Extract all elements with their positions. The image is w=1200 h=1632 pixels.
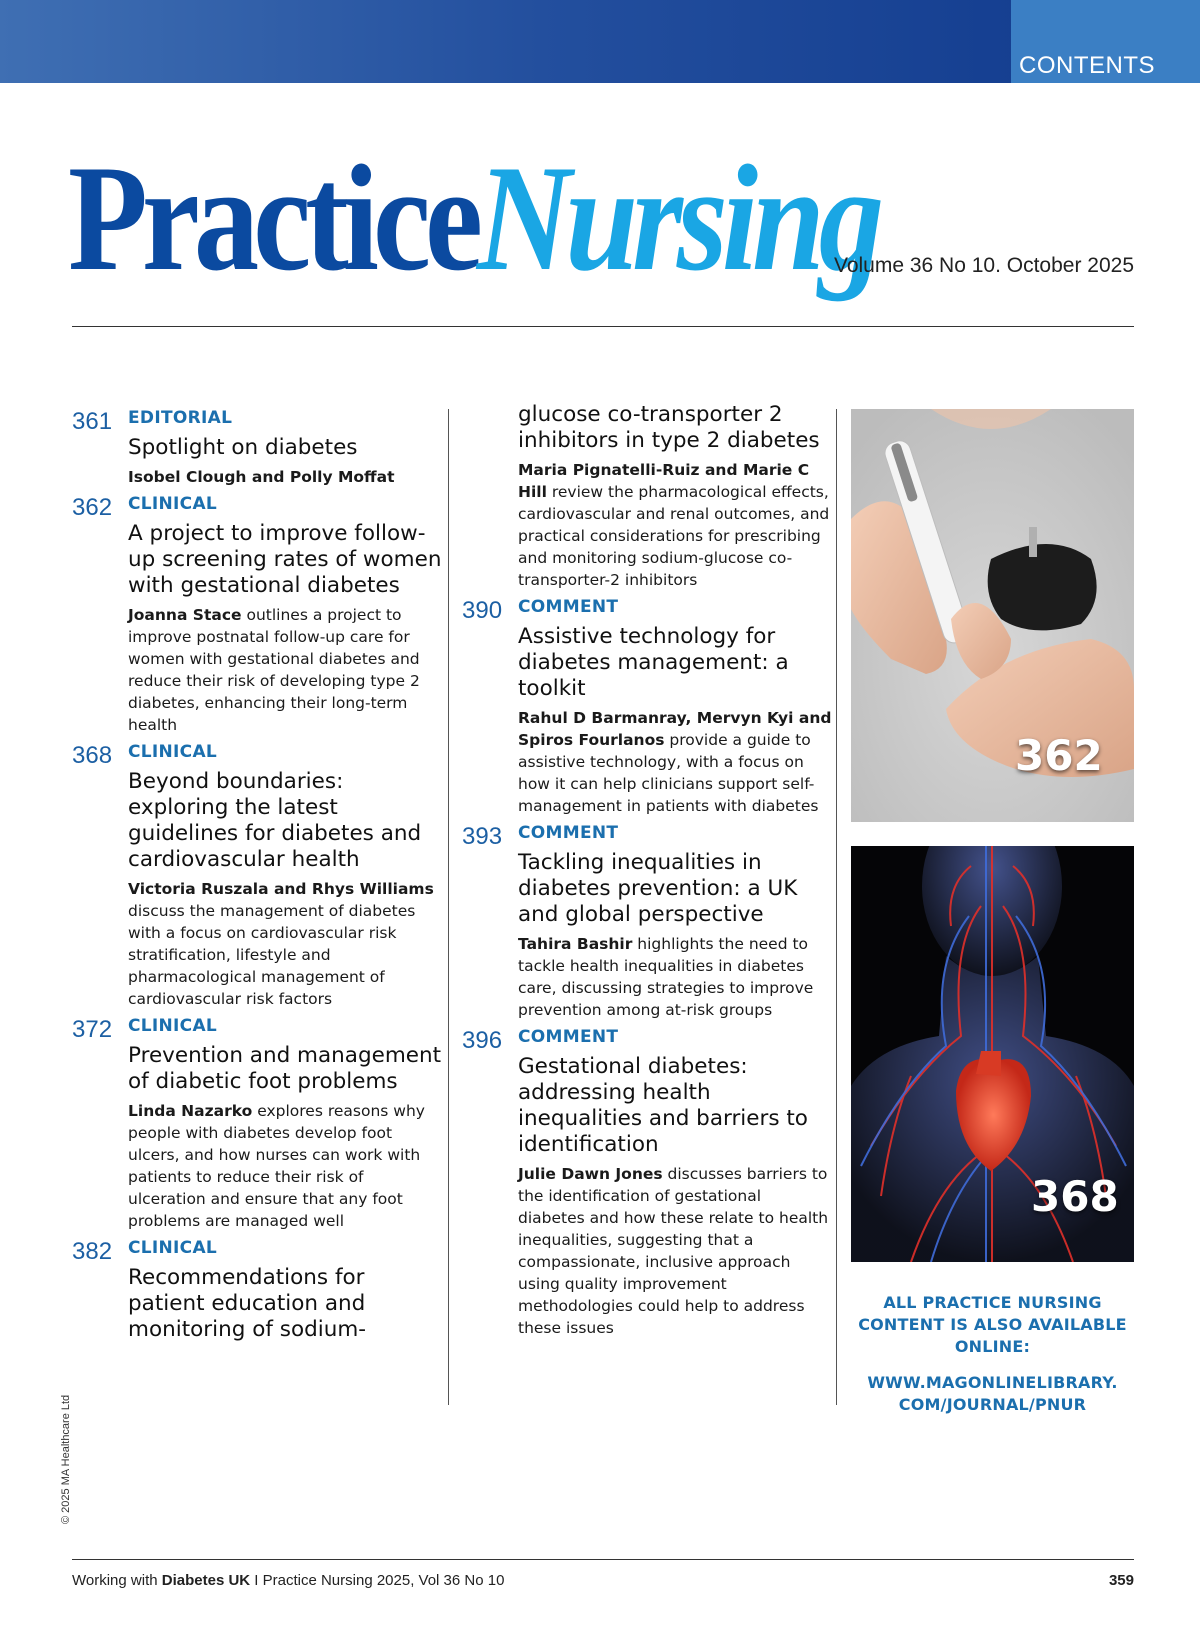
article-authors: Victoria Ruszala and Rhys Williams (128, 880, 434, 898)
column-divider (836, 409, 837, 1405)
image-page-number: 362 (1015, 731, 1103, 780)
online-url-link[interactable]: WWW.MAGONLINELIBRARY. COM/JOURNAL/PNUR (867, 1373, 1118, 1414)
online-text: ALL PRACTICE NURSING CONTENT IS ALSO AVAILABLE ONLINE: (858, 1293, 1127, 1356)
toc-entry-continued[interactable] (462, 402, 832, 591)
article-summary: explores reasons why people with diabetes develop foot ulcers, and how nurses can work with patients to reduce their risk of ulceration and ensure that any foot problems are managed well (128, 1102, 425, 1230)
article-title: Recommendations for patient education and monitoring of sodium- (128, 1265, 367, 1342)
masthead-logo (68, 134, 879, 318)
toc-entry[interactable] (462, 597, 832, 817)
article-description (128, 466, 442, 488)
article-title: Tackling inequalities in diabetes prevention: a UK and global perspective (518, 850, 798, 927)
section-label: COMMENT (518, 1027, 619, 1047)
section-label: CLINICAL (128, 1016, 218, 1036)
article-title: A project to improve follow-up screening rates of women with gestational diabetes (128, 521, 442, 598)
masthead-part-2: Nursing (476, 134, 879, 302)
article-description (128, 878, 442, 1010)
page-number: 368 (72, 742, 113, 769)
section-label: CLINICAL (128, 494, 218, 514)
article-description (128, 604, 442, 736)
article-description (518, 459, 832, 591)
article-authors: Linda Nazarko (128, 1102, 253, 1120)
article-description (518, 707, 832, 817)
page-number: 390 (462, 597, 503, 624)
article-title: Gestational diabetes: addressing health inequalities and barriers to identification (518, 1054, 808, 1157)
toc-entry[interactable] (72, 742, 442, 1010)
column-divider (448, 409, 449, 1405)
section-label: EDITORIAL (128, 408, 233, 428)
article-title: Assistive technology for diabetes management: a toolkit (518, 624, 789, 701)
section-tab: CONTENTS (1011, 0, 1200, 83)
section-label: CLINICAL (128, 1238, 218, 1258)
masthead-part-1: Practice (68, 134, 477, 302)
footer-rule (72, 1559, 1134, 1560)
toc-entry[interactable] (72, 494, 442, 736)
article-title: Beyond boundaries: exploring the latest guidelines for diabetes and cardiovascular health (128, 769, 422, 872)
article-description (518, 1163, 832, 1339)
page-number: 372 (72, 1016, 113, 1043)
article-title: glucose co-transporter 2 inhibitors in type 2 diabetes (518, 402, 820, 453)
footer-brand: Diabetes UK (161, 1572, 251, 1589)
footer-prefix: Working with (72, 1572, 162, 1589)
footer-page-number: 359 (1108, 1572, 1134, 1589)
article-authors: Joanna Stace (128, 606, 242, 624)
footer-publication-line (72, 1572, 504, 1589)
article-description (518, 933, 832, 1021)
article-authors: Tahira Bashir (518, 935, 633, 953)
article-authors: Julie Dawn Jones (518, 1165, 663, 1183)
footer-suffix: I Practice Nursing 2025, Vol 36 No 10 (250, 1572, 505, 1589)
toc-entry[interactable] (72, 408, 442, 488)
online-availability-note (851, 1292, 1134, 1416)
article-summary: outlines a project to improve postnatal follow-up care for women with gestational diabetes and reduce their risk of developing type 2 diabetes, enhancing their long-term health (128, 606, 420, 734)
issue-info: Volume 36 No 10. October 2025 (833, 254, 1134, 277)
page-number: 396 (462, 1027, 503, 1054)
article-summary: discusses barriers to the identification of gestational diabetes and how these relate to health inequalities, suggesting that a compassionate, inclusive approach using quality improvement methodologies could help to address these issues (518, 1165, 829, 1337)
page-number: 362 (72, 494, 113, 521)
article-title: Prevention and management of diabetic foot problems (128, 1043, 442, 1094)
article-authors: Isobel Clough and Polly Moffat (128, 468, 395, 486)
toc-entry[interactable] (72, 1238, 442, 1343)
cardiovascular-illustration[interactable] (851, 846, 1134, 1262)
article-description (128, 1100, 442, 1232)
header-rule (72, 326, 1134, 327)
contents-column-3 (851, 409, 1134, 1416)
article-summary: review the pharmacological effects, cardiovascular and renal outcomes, and practical considerations for prescribing and monitoring sodium-glucose co-transporter-2 inhibitors (518, 483, 830, 589)
image-page-number: 368 (1031, 1172, 1119, 1221)
contents-column-1 (72, 408, 442, 1349)
toc-entry[interactable] (462, 1027, 832, 1339)
page-number: 382 (72, 1238, 113, 1265)
article-authors: Rahul D Barmanray, Mervyn Kyi and Spiros Fourlanos (518, 709, 832, 749)
section-label: COMMENT (518, 823, 619, 843)
contents-column-2 (462, 402, 832, 1345)
section-label: CLINICAL (128, 742, 218, 762)
article-authors: Maria Pignatelli-Ruiz and Marie C Hill (518, 461, 810, 501)
page-number: 393 (462, 823, 503, 850)
page-number: 361 (72, 408, 113, 435)
article-title: Spotlight on diabetes (128, 435, 358, 460)
toc-entry[interactable] (462, 823, 832, 1021)
glucose-meter-photo[interactable] (851, 409, 1134, 822)
copyright-notice: © 2025 MA Healthcare Ltd (60, 1394, 72, 1524)
section-label: COMMENT (518, 597, 619, 617)
article-summary: highlights the need to tackle health inequalities in diabetes care, discussing strategies to improve prevention among at-risk groups (518, 935, 814, 1019)
article-summary: provide a guide to assistive technology, with a focus on how it can help clinicians support self-management in patients with diabetes (518, 731, 819, 815)
toc-entry[interactable] (72, 1016, 442, 1232)
article-summary: discuss the management of diabetes with a focus on cardiovascular risk stratification, lifestyle and pharmacological management of cardiovascular risk factors (128, 902, 416, 1008)
